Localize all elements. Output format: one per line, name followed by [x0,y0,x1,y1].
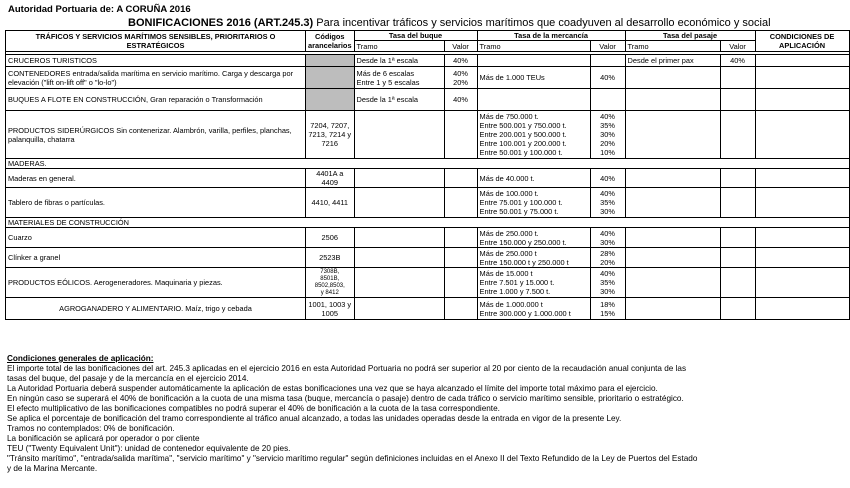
subheader-valor: Valor [444,41,477,52]
goods-value: 18% 15% [590,298,625,320]
table-row [6,298,850,320]
section-label: MADERAS. [6,159,850,169]
condition-line: En ningún caso se superará el 40% de bonificación a la cuota de una misma tasa (buque, mercancía o pasaje) dentro de cada tráfico o servicio marítimo sensible, prioritario o estratégico. [7,394,684,403]
codes-cell: 4401A a 4409 [306,169,355,188]
condition-line: La bonificación se aplicará por operador o por cliente [7,434,200,443]
title-rest: Para incentivar tráficos y servicios marítimos que coadyuven al desarrollo económico y social [313,17,771,29]
header-passenger-rate: Tasa del pasaje [625,31,755,41]
table-row [6,55,850,67]
traffic-label: PRODUCTOS SIDERÚRGICOS Sin contenerizar. Alambrón, varilla, perfiles, planchas, palanquilla, chatarra [6,111,306,159]
goods-tramo: Más de 100.000 t. Entre 75.001 y 100.000 t. Entre 50.001 y 75.000 t. [477,188,590,218]
goods-value: 40% [590,169,625,188]
ship-tramo: Desde la 1ª escala [354,89,444,111]
pax-tramo: Desde el primer pax [625,55,720,67]
subheader-tramo: Tramo [354,41,444,52]
header-ship-rate: Tasa del buque [354,31,477,41]
condition-line: Tramos no contemplados: 0% de bonificación. [7,424,175,433]
ship-tramo: Desde la 1ª escala [354,55,444,67]
codes-cell [306,67,355,89]
goods-tramo: Más de 750.000 t. Entre 500.001 y 750.000 t. Entre 200.001 y 500.000 t. Entre 100.001 y 200.000 t. Entre 50.001 y 100.000 t. [477,111,590,159]
traffic-label: PRODUCTOS EÓLICOS. Aerogeneradores. Maquinaria y piezas. [6,268,306,298]
traffic-label: BUQUES A FLOTE EN CONSTRUCCIÓN, Gran reparación o Transformación [6,89,306,111]
goods-value: 28% 20% [590,248,625,268]
goods-value: 40% 30% [590,228,625,248]
goods-tramo: Más de 250.000 t. Entre 150.000 y 250.000 t. [477,228,590,248]
goods-tramo: Más de 15.000 t Entre 7.501 y 15.000 t. Entre 1.000 y 7.500 t. [477,268,590,298]
codes-cell: 4410, 4411 [306,188,355,218]
traffic-label: CRUCEROS TURISTICOS [6,55,306,67]
title-bold: BONIFICACIONES 2016 (ART.245.3) [128,17,314,29]
table-row [6,188,850,218]
authority-label: Autoridad Portuaria de: A CORUÑA 2016 [8,4,191,15]
traffic-label: Clínker a granel [6,248,306,268]
table-row [6,159,850,169]
condition-line: "Tránsito marítimo", "entrada/salida marítima", "servicio marítimo" y "servicio marítimo regular" según definiciones incluidas en el Anexo II del Texto Refundido de la Ley de Puertos del Estado [7,454,698,463]
codes-cell: 1001, 1003 y 1005 [306,298,355,320]
condition-line: El efecto multiplicativo de las bonificaciones compatibles no podrá superar el 40% de bonificación a la cuota de la tasa correspondiente. [7,404,500,413]
subheader-valor: Valor [720,41,755,52]
goods-value: 40% 35% 30% 20% 10% [590,111,625,159]
condition-line: y de la Marina Mercante. [7,464,98,473]
conditions-heading: Condiciones generales de aplicación: [7,354,154,363]
general-conditions [7,354,847,474]
header-codes: Códigos arancelarios [306,31,355,52]
table-row [6,228,850,248]
pax-value: 40% [720,55,755,67]
table-row [6,268,850,298]
condition-line: TEU ("Twenty Equivalent Unit"): unidad de contenedor equivalente de 20 pies. [7,444,291,453]
condition-line: tasas del buque, del pasaje y de la mercancía en el ejercicio 2014. [7,374,249,383]
codes-cell [306,55,355,67]
ship-value: 40% [444,89,477,111]
table-row [6,169,850,188]
table-row [6,67,850,89]
subheader-tramo: Tramo [625,41,720,52]
ship-tramo: Más de 6 escalas Entre 1 y 5 escalas [354,67,444,89]
table-row [6,248,850,268]
goods-value: 40% 35% 30% [590,188,625,218]
goods-tramo: Más de 1.000.000 t Entre 300.000 y 1.000.000 t [477,298,590,320]
goods-tramo: Más de 250.000 t Entre 150.000 t y 250.000 t [477,248,590,268]
condition-line: La Autoridad Portuaria deberá suspender automáticamente la aplicación de estas bonificaciones una vez que se haya alcanzado el límite del importe total máximo para el ejercicio. [7,384,658,393]
ship-value: 40% [444,55,477,67]
codes-cell: 2506 [306,228,355,248]
condition-line: El importe total de las bonificaciones del art. 245.3 aplicadas en el ejercicio 2016 en esta Autoridad Portuaria no podrá ser superior al 20 por ciento de la recaudación anual conjunta de las [7,364,687,373]
condition-line: Se aplica el porcentaje de bonificación del tramo correspondiente al tráfico anual alcanzado, a todas las unidades operadas desde la entrada en vigor de la presente Ley. [7,414,622,423]
header-goods-rate: Tasa de la mercancía [477,31,625,41]
goods-value: 40% 35% 30% [590,268,625,298]
table-row [6,89,850,111]
header-traffic: TRÁFICOS Y SERVICIOS MARÍTIMOS SENSIBLES, PRIORITARIOS O ESTRATÉGICOS [6,31,306,52]
table-row [6,218,850,228]
bonus-table [5,30,850,320]
traffic-label: AGROGANADERO Y ALIMENTARIO. Maíz, trigo y cebada [6,298,306,320]
traffic-label: Tablero de fibras o partículas. [6,188,306,218]
goods-value: 40% [590,67,625,89]
document-title [128,17,771,29]
table-row [6,111,850,159]
traffic-label: CONTENEDORES entrada/salida marítima en servicio marítimo. Carga y descarga por elevación ("lift on-lift off" o "lo-lo") [6,67,306,89]
codes-cell [306,89,355,111]
subheader-valor: Valor [590,41,625,52]
codes-cell: 2523B [306,248,355,268]
codes-cell: 7308B, 8501B, 8502,8503, y 8412 [306,268,355,298]
traffic-label: Maderas en general. [6,169,306,188]
section-label: MATERIALES DE CONSTRUCCIÓN [6,218,850,228]
header-conditions: CONDICIONES DE APLICACIÓN [755,31,849,52]
goods-tramo: Más de 40.000 t. [477,169,590,188]
goods-tramo: Más de 1.000 TEUs [477,67,590,89]
subheader-tramo: Tramo [477,41,590,52]
codes-cell: 7204, 7207, 7213, 7214 y 7216 [306,111,355,159]
traffic-label: Cuarzo [6,228,306,248]
ship-value: 40% 20% [444,67,477,89]
